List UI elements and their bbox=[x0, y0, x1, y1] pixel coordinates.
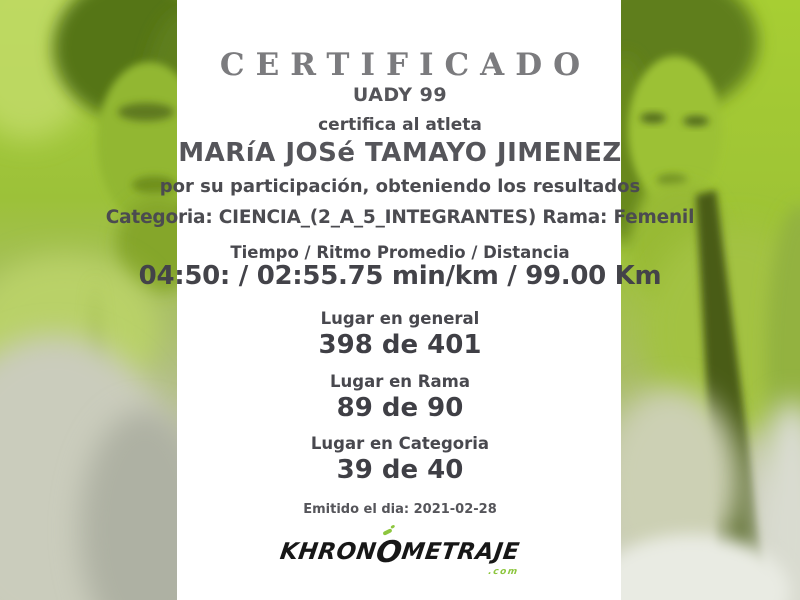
results-header: Tiempo / Ritmo Promedio / Distancia bbox=[230, 243, 570, 262]
category-rama-line: Categoria: CIENCIA_(2_A_5_INTEGRANTES) Rama: Femenil bbox=[105, 207, 695, 228]
athlete-name: MARíA JOSé TAMAYO JIMENEZ bbox=[178, 138, 622, 168]
placement-overall-value: 398 de 401 bbox=[318, 330, 482, 360]
logo-text-khron: KHRON bbox=[278, 539, 379, 565]
logo-com-suffix: .com bbox=[487, 567, 520, 578]
logo-text-metraje: METRAJE bbox=[400, 539, 522, 565]
event-name: UADY 99 bbox=[352, 84, 448, 106]
placement-rama-value: 89 de 90 bbox=[336, 393, 464, 423]
placement-category-label: Lugar en Categoria bbox=[310, 434, 490, 453]
logo-stopwatch-o: O bbox=[374, 535, 405, 570]
issued-date-line: Emitido el dia: 2021-02-28 bbox=[303, 502, 497, 517]
participation-text: por su participación, obteniendo los resultados bbox=[159, 176, 641, 197]
results-values: 04:50: / 02:55.75 min/km / 99.00 Km bbox=[138, 261, 662, 291]
placement-category-value: 39 de 40 bbox=[336, 455, 464, 485]
placement-rama-label: Lugar en Rama bbox=[330, 372, 470, 391]
certifies-label: certifica al atleta bbox=[318, 115, 482, 135]
placement-overall-label: Lugar en general bbox=[320, 309, 480, 328]
khronometraje-logo bbox=[0, 535, 800, 578]
certificate-title: CERTIFICADO bbox=[219, 47, 592, 83]
